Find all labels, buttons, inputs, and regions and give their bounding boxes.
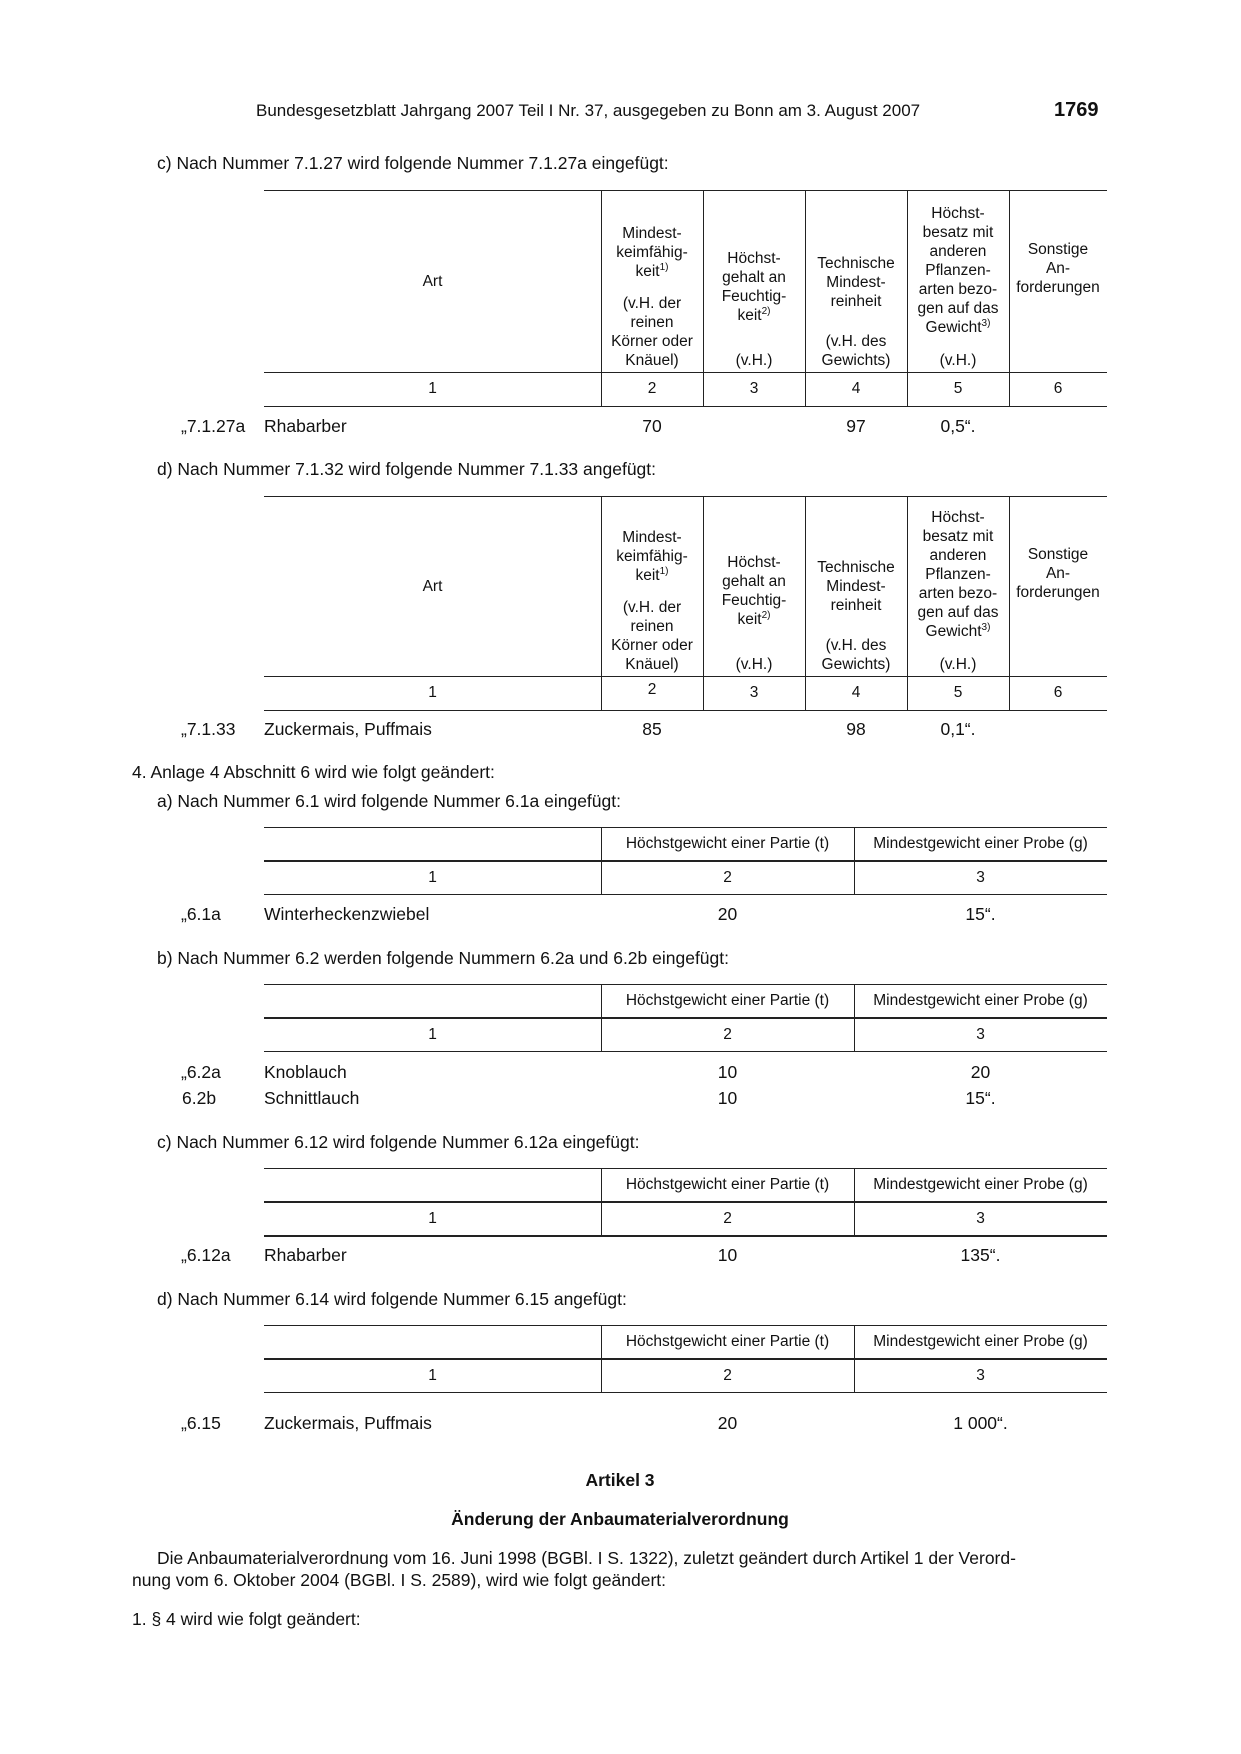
row-art: Zuckermais, Puffmais	[264, 719, 432, 739]
row-probe: 15“.	[965, 904, 996, 924]
row-value: 0,5“.	[940, 416, 976, 436]
column-number: 2	[723, 1026, 732, 1043]
column-number: 6	[1053, 684, 1063, 701]
column-number: 3	[749, 684, 759, 701]
column-header-partie: Höchstgewicht einer Partie (t)	[625, 1333, 830, 1350]
column-number: 4	[851, 380, 861, 397]
row-partie: 10	[717, 1062, 738, 1082]
column-header-feuchtigkeit: Höchst- gehalt an Feuchtig- keit$^{2)}$ (v.H.)	[721, 554, 787, 673]
article-label: Artikel 3	[585, 1470, 655, 1490]
column-number: 1	[428, 684, 437, 701]
row-number: „6.12a	[181, 1245, 231, 1265]
column-header-besatz: Höchst- besatz mit anderen Pflanzen- arten bezo- gen auf das Gewicht$^{3)}$ (v.H.)	[917, 205, 999, 369]
column-number: 3	[976, 869, 985, 886]
row-number: 6.2b	[182, 1088, 217, 1108]
column-number: 5	[953, 380, 963, 397]
column-header-partie: Höchstgewicht einer Partie (t)	[625, 835, 830, 852]
column-number: 2	[723, 1210, 732, 1227]
column-header-probe: Mindestgewicht einer Probe (g)	[873, 992, 1088, 1009]
column-number: 6	[1053, 380, 1063, 397]
row-value: 97	[846, 416, 866, 436]
column-number: 1	[428, 380, 437, 397]
column-header-keimfaehigkeit: Mindest- keimfähig- keit$^{1)}$ (v.H. der reinen Körner oder Knäuel)	[611, 225, 693, 369]
row-art: Rhabarber	[264, 416, 347, 436]
column-number: 3	[749, 380, 759, 397]
column-number: 3	[976, 1026, 985, 1043]
page-number: 1769	[1054, 99, 1099, 121]
row-number: „7.1.27a	[181, 416, 246, 436]
column-header-reinheit: Technische Mindest- reinheit (v.H. des Gewichts)	[817, 559, 895, 673]
column-header-probe: Mindestgewicht einer Probe (g)	[873, 1176, 1088, 1193]
section-intro: d) Nach Nummer 7.1.32 wird folgende Nummer 7.1.33 angefügt:	[157, 459, 657, 479]
column-header-besatz: Höchst- besatz mit anderen Pflanzen- arten bezo- gen auf das Gewicht$^{3)}$ (v.H.)	[917, 509, 999, 673]
row-number: „6.15	[181, 1413, 221, 1433]
column-number: 1	[428, 869, 437, 886]
row-art: Schnittlauch	[264, 1088, 360, 1108]
section-intro: b) Nach Nummer 6.2 werden folgende Nummern 6.2a und 6.2b eingefügt:	[157, 948, 729, 968]
row-value: 85	[642, 719, 662, 739]
row-probe: 20	[970, 1062, 991, 1082]
row-partie: 10	[717, 1245, 738, 1265]
row-partie: 20	[717, 1413, 738, 1433]
section-intro: c) Nach Nummer 7.1.27 wird folgende Nummer 7.1.27a eingefügt:	[157, 153, 669, 173]
section-intro: a) Nach Nummer 6.1 wird folgende Nummer 6.1a eingefügt:	[157, 791, 621, 811]
row-art: Rhabarber	[264, 1245, 347, 1265]
column-number: 2	[723, 869, 732, 886]
column-number: 2	[647, 380, 657, 397]
column-number: 2	[723, 1367, 732, 1384]
row-art: Winterheckenzwiebel	[264, 904, 430, 924]
column-header-probe: Mindestgewicht einer Probe (g)	[873, 835, 1088, 852]
row-partie: 10	[717, 1088, 738, 1108]
column-header-feuchtigkeit: Höchst- gehalt an Feuchtig- keit$^{2)}$ (v.H.)	[721, 250, 787, 369]
column-header-sonstige: Sonstige An- forderungen	[1016, 240, 1100, 296]
column-number: 2	[647, 681, 657, 698]
row-number: „6.1a	[181, 904, 221, 924]
list-item-intro: 4. Anlage 4 Abschnitt 6 wird wie folgt geändert:	[132, 762, 495, 782]
column-number: 1	[428, 1026, 437, 1043]
column-header-partie: Höchstgewicht einer Partie (t)	[625, 992, 830, 1009]
row-value: 70	[642, 416, 662, 436]
row-probe: 15“.	[965, 1088, 996, 1108]
column-number: 1	[428, 1367, 437, 1384]
column-header-reinheit: Technische Mindest- reinheit (v.H. des Gewichts)	[817, 255, 895, 369]
article-title: Änderung der Anbaumaterialverordnung	[451, 1509, 789, 1529]
running-header: Bundesgesetzblatt Jahrgang 2007 Teil I Nr. 37, ausgegeben zu Bonn am 3. August 2007	[256, 101, 921, 120]
column-header-keimfaehigkeit: Mindest- keimfähig- keit$^{1)}$ (v.H. der reinen Körner oder Knäuel)	[611, 529, 693, 673]
row-art: Zuckermais, Puffmais	[264, 1413, 432, 1433]
column-header-art: Art	[422, 577, 443, 595]
row-partie: 20	[717, 904, 738, 924]
row-value: 0,1“.	[940, 719, 976, 739]
column-number: 1	[428, 1210, 437, 1227]
section-intro: c) Nach Nummer 6.12 wird folgende Nummer 6.12a eingefügt:	[157, 1132, 640, 1152]
column-number: 3	[976, 1210, 985, 1227]
list-item: 1. § 4 wird wie folgt geändert:	[132, 1609, 361, 1629]
row-art: Knoblauch	[264, 1062, 347, 1082]
row-number: „6.2a	[181, 1062, 221, 1082]
column-header-sonstige: Sonstige An- forderungen	[1016, 545, 1100, 601]
column-header-probe: Mindestgewicht einer Probe (g)	[873, 1333, 1088, 1350]
section-intro: d) Nach Nummer 6.14 wird folgende Nummer 6.15 angefügt:	[157, 1289, 627, 1309]
column-number: 3	[976, 1367, 985, 1384]
row-probe: 1 000“.	[953, 1413, 1008, 1433]
column-number: 4	[851, 684, 861, 701]
row-number: „7.1.33	[181, 719, 236, 739]
article-paragraph: Die Anbaumaterialverordnung vom 16. Juni 1998 (BGBl. I S. 1322), zuletzt geändert durch Artikel 1 der Verord- nung vom 6. Oktober 2004 (BGBl. I S. 2589), wird wie folgt geändert:	[132, 1548, 1016, 1590]
column-header-art: Art	[422, 272, 443, 290]
row-probe: 135“.	[960, 1245, 1001, 1265]
column-header-partie: Höchstgewicht einer Partie (t)	[625, 1176, 830, 1193]
row-value: 98	[846, 719, 866, 739]
column-number: 5	[953, 684, 963, 701]
